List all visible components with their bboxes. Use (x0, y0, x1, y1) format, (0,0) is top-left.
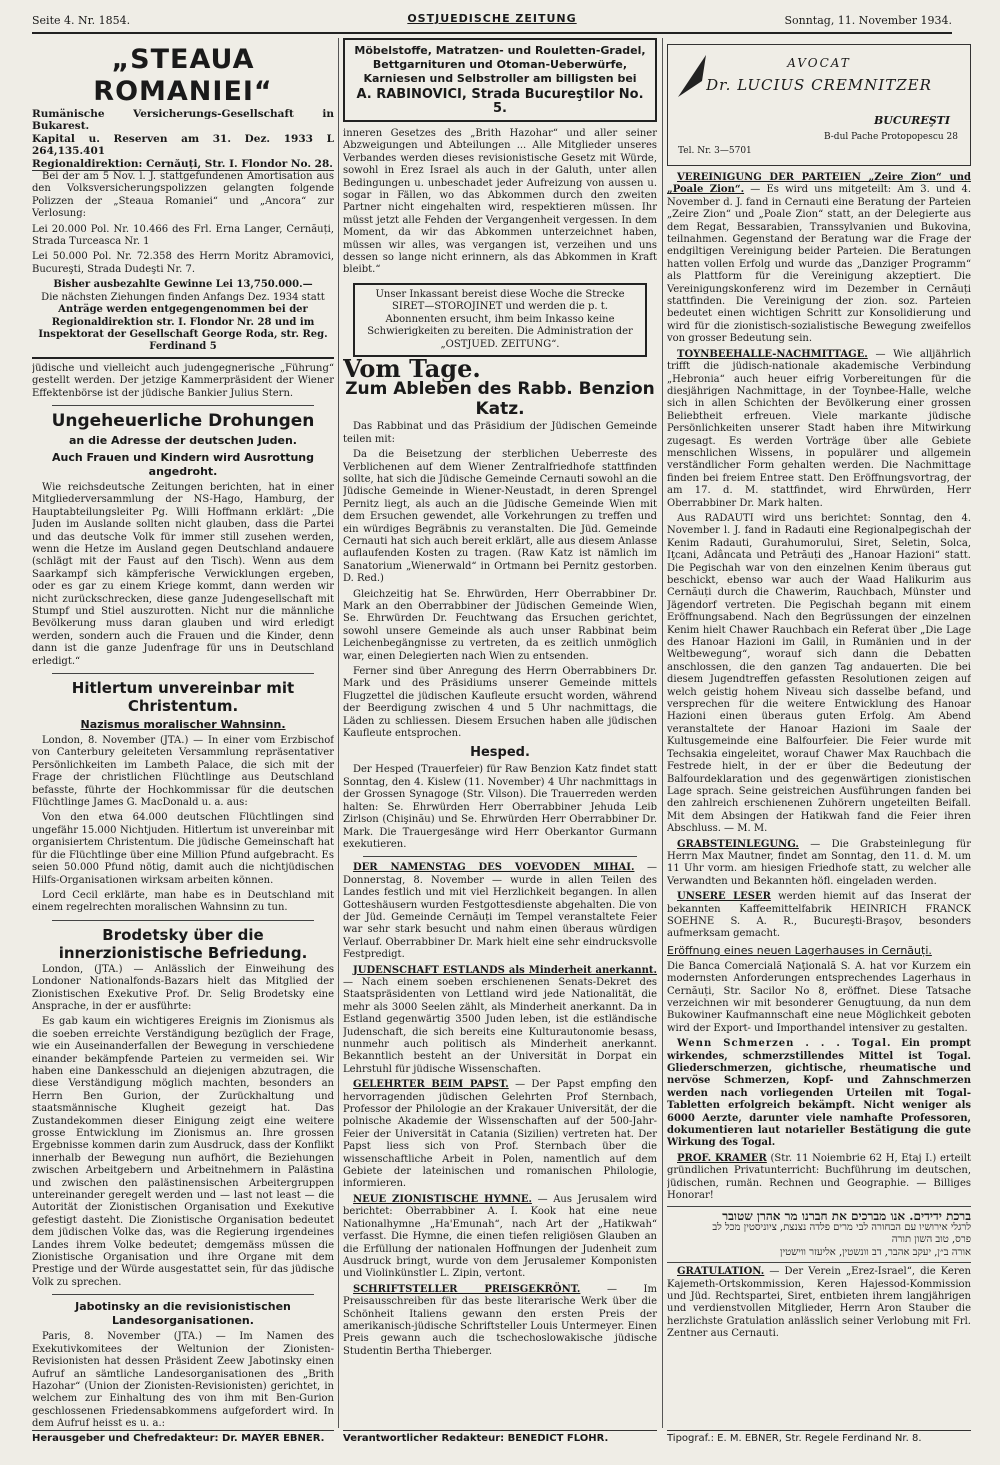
article-headline: Brodetsky über die innerzionistische Befriedung. (58, 925, 308, 962)
furniture-ad-address: A. RABINOVICI, Strada Bucureştilor No. 5. (356, 87, 644, 116)
page-header (32, 10, 952, 34)
furniture-ad-text: Möbelstoffe, Matratzen- und Rouletten-Gradel, Bettgarnituren und Otoman-Ueberwürfe, Karniesen und Selbstroller am billigsten bei (354, 44, 646, 85)
news-item-text: werden hiemit auf das Inserat der bekannten Kaffeemittelfabrik HEINRICH FRANCK SOEHNE S. A. R., Bucureşti-Braşov, besonders aufmerksam gemacht. (667, 891, 971, 940)
insurance-ad-text: Lei 50.000 Pol. Nr. 72.358 des Herrn Moritz Abramovici, Bucureşti, Strada Dudeşti Nr. 7. (32, 251, 334, 275)
article-headline: Hitlertum unvereinbar mit Christentum. (71, 679, 295, 716)
article-text: Von den etwa 64.000 deutschen Flüchtlingen sind ungefähr 15.000 Nichtjuden. Hitlertum ist unvereinbar mit organisiertem Christentum. Die jüdische Gemeinschaft hat für die Flüchtlinge über eine Million Pfund aufgebracht. Es seien 50.000 Pfund nötig, damit auch die nichtjüdischen Hilfs-Organisationen wirksam arbeiten können. (32, 812, 334, 886)
article-text: Das Rabbinat und das Präsidium der Jüdischen Gemeinde teilen mit: (343, 421, 657, 445)
divider (52, 673, 314, 674)
news-item-text: — Der Verein „Erez-Israel“, die Keren Kajemeth-Ortskommission, Keren Hajessod-Kommission und Jüd. Rechtspartei, Siret, entbieten ihrem langjährigen und verdienstvollen Mitglieder, Herrn Aron Stauber die herzlichste Gratulation anlässlich seiner Verlobung mit Frl. Zentner aus Cernauti. (667, 1266, 971, 1340)
hebrew-line: פרס, טוב השון תורה (891, 1234, 971, 1246)
news-item-text: — Aus Jerusalem wird berichtet: Oberrabbiner A. I. Kook hat eine neue Nationalhymne „Ha'Emunah“, nach Art der „Hatikwah“ verfasst. Die Hymne, die einen tiefen religiösen Glauben an die Erfüllung der nationalen Hoffnungen der Judenheit zum Ausdruck bringt, wurde von dem Jerusalemer Komponisten und Violinkünstler L. Zipin, vertont. (343, 1193, 657, 1280)
article-text: inneren Gesetzes des „Brith Hazohar“ und aller seiner Abzweigungen und Abteilungen ... Alle Mitglieder unseres Verbandes werden dieses revisionistische Gesetz mit Würde, sowohl in Erez Israel als auch in der Galuth, unter allen Bedingungen u. unbeschadet jeder Aufreizung von aussen u. sogar in Fällen, wo das Abkommen durch den zweiten Partner nicht eingehalten wird, respektieren müssen. Ihr müsst jetzt alle Fehden der Vergangenheit vergessen. In dem Moment, da wir das Abkommen unterzeichnet haben, müssen wir alles, was vergangen ist, verzeihen und uns dessen so lange nicht erinnern, als das Abkommen in Kraft bleibt.“ (343, 128, 657, 276)
divider (52, 405, 314, 406)
article-text: London, (JTA.) — Anlässlich der Einweihung des Londoner Nationalfonds-Bazars hielt das Mitglied der Zionistischen Exekutive Prof. Dr. Selig Brodetsky eine Ansprache, in der er ausführte: (32, 963, 334, 1012)
furniture-ad (343, 38, 657, 122)
feather-icon (672, 51, 712, 101)
insurance-ad-text: Lei 20.000 Pol. Nr. 10.466 des Frl. Erna Langer, Cernăuți, Strada Turceasca Nr. 1 (32, 223, 334, 248)
section-title: Vom Tage. (343, 353, 481, 383)
news-item-title: SCHRIFTSTELLER PREISGEKRÖNT. (353, 1283, 581, 1295)
lawyer-city: BUCUREŞTI (873, 114, 950, 127)
article-subheadline: Auch Frauen und Kindern wird Ausrottung angedroht. (51, 450, 315, 478)
article-headline: Ungeheuerliche Drohungen (51, 410, 315, 431)
divider (363, 856, 637, 857)
article-text: Es gab kaum ein wichtigeres Ereignis im Zionismus als die soeben erreichte Verständigung bezüglich der Frage, wie ein Auseinanderfallen der Bewegung in verschiedene einander bekämpfende Parteien zu vermeiden sei. Wir haben eine Dankesschuld an diejenigen abzutragen, die diese Verständigung möglich machten, besonders an Herrn Ben Gurion, der Zurückhaltung und staatsmännische Klugheit gezeigt hat. Das Zustandekommen dieser Einigung zeigt eine weitere grosse Entwicklung im Zionismus an. Ihre grossen Ergebnisse kommen darin zum Ausdruck, dass der Konflikt innerhalb der Bewegung nun aufhört, die Beziehungen zwischen Arbeitgebern und Arbeitnehmern in Palästina und zwischen den palästinensischen Arbeitergruppen untereinander geregelt werden und — last not least — die Autorität der Zionistischen Organisation und Exekutive gefestigt dasteht. Die Zionistische Organisation bedeutet dem jüdischen Volke das, was die Regierung irgendeines Landes ihrem Volke bedeutet; demgemäss müssen die Zionistische Organisation und ihre Organe mit dem Prestige und der Würde ausgestattet sein, für das jüdische Volk zu sprechen. (32, 1016, 334, 1288)
article-subheadline: Nazismus moralischer Wahnsinn. (80, 718, 286, 732)
news-item-text: (Str. 11 Noiembrie 62 H, Etaj I.) erteilt gründlichen Privatunterricht: Buchführung im deutschen, jüdischen, rumän. Rechnen und Geographie. — Billiges Honorar! (667, 1152, 971, 1202)
news-item-title: JUDENSCHAFT ESTLANDS als Minderheit anerkannt. (353, 964, 657, 976)
news-item-title: TOYNBEEHALLE-NACHMITTAGE. (677, 348, 868, 360)
article-text: Wie reichsdeutsche Zeitungen berichten, hat in einer Mitgliederversammlung der NS-Hago, Hamburg, der Hauptabteilungsleiter Pg. Willi Hoffmann erklärt: „Die Juden im Auslande sollten nicht glauben, dass die Partei und das deutsche Volk für immer still zusehen werden, wenn die Hetze im Ausland gegen Deutschland andauere (schlägt mit der Faust auf den Tisch). Wenn aus dem Saarkampf sich kämpferische Verwicklungen ergeben, oder es gar zu einem Kriege kommt, dann werden wir nicht zurückschrecken, diese ganze Judengesellschaft mit Stumpf und Stiel auszurotten. Nicht nur die männliche Bevölkerung muss daran glauben und wird erledigt werden, sondern auch die Frauen und die Kinder, denn dann ist die ganze Judenfrage für uns in Deutschland erledigt.“ (32, 481, 334, 667)
article-text: Lord Cecil erklärte, man habe es in Deutschland mit einem regelrechten moralischen Wahnsinn zu tun. (32, 889, 334, 914)
insurance-ad-text: Anträge werden entgegengenommen bei der Regionaldirektion str. I. Flondor Nr. 28 und im Inspektorat der Gesellschaft George Roda, str. Reg. Ferdinand 5 (32, 304, 334, 359)
news-item-text: — Der Papst empfing den hervorragenden jüdischen Gelehrten Prof Sternbach, Professor der Philologie an der Krakauer Universität, der die polnische Akademie der Wissenschaften auf der 500-Jahr-Feier der Universität in Catania (Sizilien) vertreten hat. Der Papst liess sich von Prof. Sternbach über die wissenschaftliche Arbeit in Polen, namentlich auf dem Gebiete der lateinischen und romanischen Philologie, informieren. (343, 1079, 657, 1190)
news-item-title: GRATULATION. (677, 1266, 765, 1278)
divider (52, 1294, 314, 1295)
article-headline: Hesped. (470, 745, 530, 761)
lawyer-name: Dr. LUCIUS CREMNITZER (706, 76, 932, 95)
article-text: Da die Beisetzung der sterblichen Ueberreste des Verblichenen auf dem Wiener Zentralfriedhofe stattfinden sollte, hat sich die Jüdische Gemeinde Cernauti sowohl an die Jüdische Gemeinde in Wiener-Neustadt, in deren Sprengel Pernitz liegt, als auch an die Jüdische Gemeinde Wien mit dem Ersuchen gewendet, alle Vorkehrungen zu treffen und ein würdiges Begräbnis zu veranstalten. Die Jüd. Gemeinde Cernauti hat sich auch bereit erklärt, alle aus diesem Anlasse auflaufenden Kosten zu tragen. (Raw Katz ist nämlich im Sanatorium „Wienerwald“ in Ortmann bei Pernitz gestorben. D. Red.) (343, 449, 657, 585)
article-headline: Jabotinsky an die revisionistischen Landesorganisationen. (75, 1300, 291, 1328)
footer-printer: Tipograf.: E. M. EBNER, Str. Regele Ferdinand Nr. 8. (667, 1430, 971, 1444)
news-item-text: — Im Preisausschreiben für das beste literarische Werk über die Schönheit Italiens gewann den ersten Preis der amerikanisch-jüdische Schriftsteller Louis Untermeyer. Einen Preis gewann auch die tschechoslowakische jüdische Studentin Bertha Thieberger. (343, 1283, 657, 1357)
lawyer-address: B-dul Pache Protopopescu 28 (823, 132, 958, 142)
news-item-title: GRABSTEINLEGUNG. (677, 838, 799, 850)
column-1 (32, 38, 334, 1428)
insurance-ad-line: Kapital u. Reserven am 31. Dez. 1933 L 264,135.401 (32, 132, 334, 158)
news-item-text: Die Banca Comercială Naţională S. A. hat vor Kurzem ein modernsten Anforderungen entsprechendes Lagerhaus in Cernăuți, Str. Sacilor No 8, eröffnet. Diese Tatsache verzeichnen wir mit besonderer Genugtuung, da nun dem Bukowiner Kaufmannschaft eine neue Möglichkeit geboten wird der Export- und Importhandel intensiver zu gestalten. (667, 960, 971, 1034)
hebrew-line: אורה ב״ן, יעקב אהבר, דב וונשטין, אליעזר ווישטין (779, 1246, 971, 1258)
news-item-title: UNSERE LESER (677, 891, 771, 903)
notice-box (353, 283, 647, 357)
article-text: Ferner sind über Anregung des Herrn Oberrabbiners Dr. Mark und des Präsidiums unserer Gemeinde mittels Flugzettel die jüdischen Kaufleute ersucht worden, während der Beerdigung zwischen 4 und 5 Uhr nachmittags, die Läden zu schliessen. Diesem Ersuchen haben alle jüdischen Kaufleute entsprochen. (343, 666, 657, 740)
newspaper-title: OSTJUEDISCHE ZEITUNG (407, 12, 577, 25)
insurance-ad-line: Rumänische Versicherungs-Gesellschaft in Bukarest. (32, 108, 334, 133)
column-3 (667, 38, 971, 1428)
article-text: Gleichzeitig hat Se. Ehrwürden, Herr Oberrabbiner Dr. Mark an den Oberrabbiner der Jüdischen Gemeinde Wien, Se. Ehrwürden Dr. Feuchtwang das Ersuchen gerichtet, sowohl unsere Gemeinde als auch unser Rabbinat beim Leichenbegängnisse zu vertreten, da es zeitlich unmöglich war, einen Delegierten nach Wien zu entsenden. (343, 588, 657, 662)
lawyer-ad (667, 44, 971, 166)
news-item-text: — Nach einem soeben erschienenen Senats-Dekret des Staatspräsidenten von Lettland wird jede Nationalität, die mehr als 3000 Seelen zählt, als Minderheit anerkannt. Da in Estland gegenwärtig 3500 Juden leben, ist die estländische Judenschaft, die sich bereits eine Kulturautonomie besass, nunmehr auch politisch als Minderheit anerkannt. Bekanntlich besteht an der Universität in Dorpat ein Lehrstuhl für jüdische Wissenschaften. (343, 976, 657, 1075)
article-text: London, 8. November (JTA.) — In einer vom Erzbischof von Canterbury geleiteten Versammlung repräsentativer Persönlichkeiten im Lambeth Palace, die sich mit der Frage der christlichen Flüchtlinge aus Deutschland befasste, führte der Hochkommissar für die deutschen Flüchtlinge James G. MacDonald u. a. aus: (32, 735, 334, 809)
insurance-ad-text: Bisher ausbezahlte Gewinne Lei 13,750.000.— (53, 279, 313, 291)
article-text: Der Hesped (Trauerfeier) für Raw Benzion Katz findet statt Sonntag, den 4. Kislew (11. November) 4 Uhr nachmittags in der Grossen Synagoge (Str. Vilson). Die Trauerreden werden halten: Se. Ehrwürden Herr Oberrabbiner Jehuda Leib Zirlson (Chişinău) und Se. Ehrwürden Herr Oberrabbiner Dr. Mark. Die Trauergesänge wird Herr Oberkantor Gurmann exekutieren. (343, 764, 657, 850)
news-item-text: — Es wird uns mitgeteilt: Am 3. und 4. November d. J. fand in Cernauti eine Beratung der Parteien „Zeire Zion“ und „Poale Zion“ statt, an der Delegierte aus dem Regat, Bessarabien, Transsylvanien und Bukovina, teilnahmen. Gegenstand der Beratung war die Frage der endgiltigen Vereinigung beider Parteien. Die Beratungen hatten vollen Erfolg und wurde das „Danziger Programm“ als Plattform für die Vereinigung akzeptiert. Die Vereinigungskonferenz wird im Dezember in Cernăuți stattfinden. Die Vereinigung der zion. soz. Parteien bedeutet einen wichtigen Schritt zur Konsolidierung und wird für die zionistisch-sozialistische Bewegung zweifellos von grosser Bedeutung sein. (667, 184, 971, 345)
insurance-ad-text: Die nächsten Ziehungen finden Anfangs Dez. 1934 statt (41, 291, 325, 303)
news-item-title: Eröffnung eines neuen Lagerhauses in Cernăuți. (667, 943, 932, 957)
news-item-title: PROF. KRAMER (677, 1152, 767, 1164)
insurance-ad-text: Bei der am 5 Nov. l. J. stattgefundenen Amortisation aus den Volksversicherungspolizzen gelangten folgende Polizzen der „Steaua Romaniei“ und „Ancora“ zur Verlosung: (32, 171, 334, 220)
news-item-title: Wenn Schmerzen . . . Togal. (677, 1038, 892, 1050)
page-number: Seite 4. Nr. 1854. (32, 14, 131, 27)
article-headline: Zum Ableben des Rabb. Benzion Katz. (345, 379, 655, 420)
hebrew-line: לרגלי אירושיו עם הבחורה לבי מרים פלדה נצנצת, ציוניסטין מכל לב (712, 1221, 971, 1233)
news-item-text: — Donnerstag, 8. November — wurde in allen Teilen des Landes festlich und mit viel Herzlichkeit begangen. In allen Gotteshäusern wurden Festgottesdienste abgehalten. Die von der Jüd. Gemeinde Cernăuți im Tempel veranstaltete Feier war sehr stark besucht und nahm einen überaus würdigen Verlauf. Oberrabbiner Dr. Mark hielt eine sehr eindrucksvolle Festpredigt. (343, 862, 657, 961)
article-text: jüdische und vielleicht auch judengegnerische „Führung“ gestellt werden. Der jetzige Kammerpräsident der Wiener Effektenbörse ist der jüdische Bankier Julius Stern. (32, 362, 334, 399)
column-divider (338, 38, 339, 1428)
news-item-title: GELEHRTER BEIM PAPST. (353, 1079, 509, 1091)
news-item-text: — Wie alljährlich trifft die jüdisch-nationale akademische Verbindung „Hebronia“ auch heuer eifrig Vorbereitungen für die diesjährigen Nachmittage, in der Toynbee-Halle, welche sich in allen Schichten der Bevölkerung einer grossen Beliebtheit erfreuen. Viele markante jüdische Persönlichkeiten unserer Stadt haben ihre Mitwirkung zugesagt. Es werden Vorträge über alle Gebiete menschlichen Wissens, in populärer und allgemein verständlicher Form gehalten werden. Die Nachmittage finden bei freiem Entree statt. Den Eröffnungsvortrag, der am 17. d. M. stattfindet, wird Ehrwürden, Herr Oberrabbiner Dr. Mark halten. (667, 348, 971, 509)
footer-publisher: Herausgeber und Chefredakteur: Dr. MAYER EBNER. (32, 1430, 334, 1444)
news-item-title: DER NAMENSTAG DES VOEVODEN MIHAI. (353, 862, 635, 874)
article-subheadline: an die Adresse der deutschen Juden. (69, 433, 297, 447)
news-item-text: Ein prompt wirkendes, schmerzstillendes Mittel ist Togal. Gliederschmerzen, gichtische, rheumatische und nervöse Schmerzen, Kopf- und Zahnschmerzen werden nach vorliegenden Urteilen mit Togal-Tabletten erfolgreich bekämpft. Nicht weniger als 6000 Aerzte, darunter viele namhafte Professoren, dokumentieren laut notarieller Bestätigung die gute Wirkung des Togal. (667, 1038, 971, 1149)
hebrew-line: ברכת ידידים. אנו מברכים את חברנו מר אהרן שטובר (722, 1208, 971, 1223)
column-2 (343, 38, 657, 1428)
insurance-ad-line: Regionaldirektion: Cernăuți, Str. I. Flondor No. 28. (32, 157, 333, 170)
issue-date: Sonntag, 11. November 1934. (784, 14, 952, 27)
divider (52, 920, 314, 921)
article-text: Paris, 8. November (JTA.) — Im Namen des Exekutivkomitees der Weltunion der Zionisten-Revisionisten hat dessen Präsident Zeew Jabotinsky einen Aufruf an sämtliche Landesorganisationen des „Brith Hazohar“ (Union der Zionisten-Revisionisten) gerichtet, in welchem zur Einhaltung des von ihm mit Ben-Gurion geschlossenen Friedensabkommens aufgefordert wird. In dem Aufruf heisst es u. a.: (32, 1331, 334, 1428)
notice-text: Unser Inkassant bereist diese Woche die Strecke SIRET—STOROJINET und werden die p. t. Abonnenten ersucht, ihm beim Inkasso keine Schwierigkeiten zu bereiten. Die Administration der „OSTJUED. ZEITUNG“. (367, 288, 633, 350)
news-item-title: VEREINIGUNG DER PARTEIEN „Zeire Zion“ und „Poale Zion“. (667, 172, 971, 196)
lawyer-ad-label: AVOCAT (787, 56, 851, 70)
insurance-ad-title: „STEAUA ROMANIEI“ (93, 44, 273, 107)
hebrew-greeting (667, 1206, 971, 1264)
footer-editor: Verantwortlicher Redakteur: BENEDICT FLOHR. (343, 1430, 657, 1444)
column-divider (662, 38, 663, 1428)
news-item-text: — Die Grabsteinlegung für Herrn Max Mautner, findet am Sonntag, den 11. d. M. um 11 Uhr vorm. am hiesigen Friedhofe statt, zu welcher alle Verwandten und Bekannten höfl. eingeladen werden. (667, 838, 971, 887)
news-item-title: NEUE ZIONISTISCHE HYMNE. (353, 1193, 532, 1205)
lawyer-phone: Tel. Nr. 3—5701 (678, 146, 752, 156)
news-item-text: Aus RADAUTI wird uns berichtet: Sonntag, den 4. November l. J. fand in Radauti eine Regionalpegischah der Kenim Radauti, Gurahumorului, Siret, Seletin, Solca, Iţcani, Adâncata und Petrăuți des „Hanoar Hazioni“ statt. Die Pegischah war von den einzelnen Kenim überaus gut beschickt, ebenso war auch der Waad Halikurim aus Cernăuți durch die Chawerim, Rauchbach, Münster und Jägendorf vertreten. Die Pegischah begann mit einem Eröffnungsabend. Nach den Begrüssungen der einzelnen Kenim hielt Chawer Rauchbach ein Referat über „Die Lage des Hanoar Hazioni im Galil, in Rumänien und in der Weltbewegung“, worauf sich dann die Debatten anschlossen, die den ganzen Tag andauerten. Die bei diesem Jugendtreffen gefassten Resolutionen zeigen auf welch geistig hohem Niveau sich dasselbe befand, und versprechen für die weitere Entwicklung des Hanoar Hazioni einen überaus guten Erfolg. Am Abend veranstaltete der Hanoar Hazioni im Saale der Kultusgemeinde eine Balfourfeier. Die Feier wurde mit Techsakia eingeleitet, worauf Chawer Max Rauchbach die Festrede hielt, in der er über die Bedeutung der Balfourdeklaration und des gegenwärtigen zionistischen Lage sprach. Seine geistreichen Ausführungen fanden bei den zahlreich erschienenen Zuhörern ungeteilten Beifall. Mit dem Absingen der Hatikwah fand die Feier ihren Abschluss. — M. M. (667, 512, 971, 835)
